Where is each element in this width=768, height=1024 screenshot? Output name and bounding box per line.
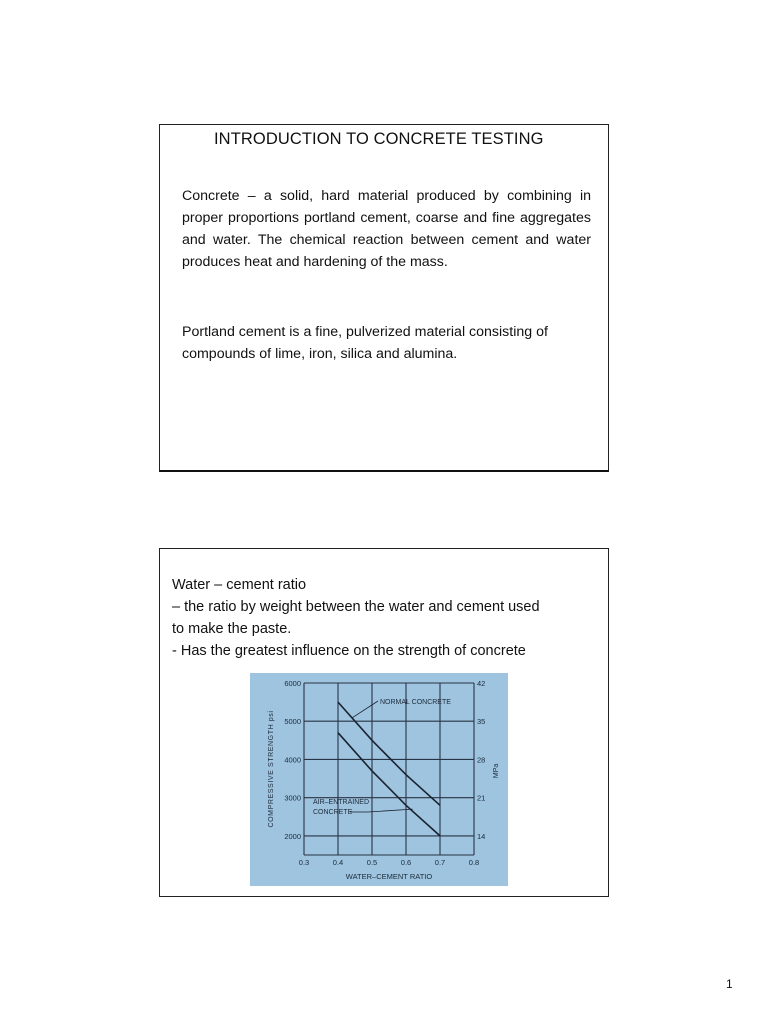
x-tick-label: 0.5 <box>366 858 378 867</box>
x-tick-label: 0.6 <box>400 858 412 867</box>
series-line-normal-concrete <box>338 702 440 805</box>
y2-tick-label: 21 <box>477 793 486 803</box>
chart-series <box>338 702 440 836</box>
slide-2-title: Water – cement ratio <box>172 577 307 593</box>
concrete-definition: Concrete – a solid, hard material produced by combining in proper proportions portland cement, coarse and fine aggregates and water. The chemical reaction between cement and water produces heat and hardening of the mass. <box>182 188 591 270</box>
y-tick-label: 6000 <box>284 679 301 688</box>
series-label-normal-concrete: NORMAL CONCRETE <box>380 699 451 706</box>
series-line-air-entrained-concrete <box>338 733 440 836</box>
series-label-air-entrained-line2: CONCRETE <box>313 809 353 816</box>
slide-1-title: INTRODUCTION TO CONCRETE TESTING <box>214 130 544 148</box>
page-number: 1 <box>726 977 733 991</box>
slide-2-line-3: - Has the greatest influence on the strength of concrete <box>172 643 526 659</box>
water-cement-ratio-chart <box>250 673 508 886</box>
leader-line-air <box>350 809 413 812</box>
chart-labels <box>268 699 500 881</box>
x-axis-title: WATER–CEMENT RATIO <box>345 872 433 881</box>
y2-tick-label: 14 <box>477 831 486 841</box>
slide-2-line-1: – the ratio by weight between the water and cement used <box>172 599 540 615</box>
y-tick-label: 3000 <box>284 793 301 803</box>
chart-ticks <box>284 679 485 867</box>
y-tick-label: 2000 <box>284 831 301 841</box>
x-tick-label: 0.8 <box>468 858 480 867</box>
y-tick-label: 5000 <box>284 717 301 727</box>
slide-2 <box>159 548 609 897</box>
y2-axis-title: MPa <box>493 763 500 779</box>
y2-tick-label: 35 <box>477 717 486 727</box>
x-tick-label: 0.3 <box>298 858 310 867</box>
chart-grid <box>304 683 474 855</box>
y2-tick-label: 42 <box>477 679 486 688</box>
leader-line-normal <box>352 701 378 718</box>
y2-tick-label: 28 <box>477 755 486 765</box>
x-tick-label: 0.7 <box>434 858 446 867</box>
slide-1 <box>159 124 609 472</box>
slide-2-line-2: to make the paste. <box>172 621 292 637</box>
y-tick-label: 4000 <box>284 755 301 765</box>
series-label-air-entrained-line1: AIR–ENTRAINED <box>313 799 370 806</box>
y-axis-title: COMPRESSIVE STRENGTH psi <box>268 710 275 828</box>
x-tick-label: 0.4 <box>332 858 344 867</box>
portland-cement-definition: Portland cement is a fine, pulverized material consisting of compounds of lime, iron, silica and alumina. <box>182 324 548 362</box>
